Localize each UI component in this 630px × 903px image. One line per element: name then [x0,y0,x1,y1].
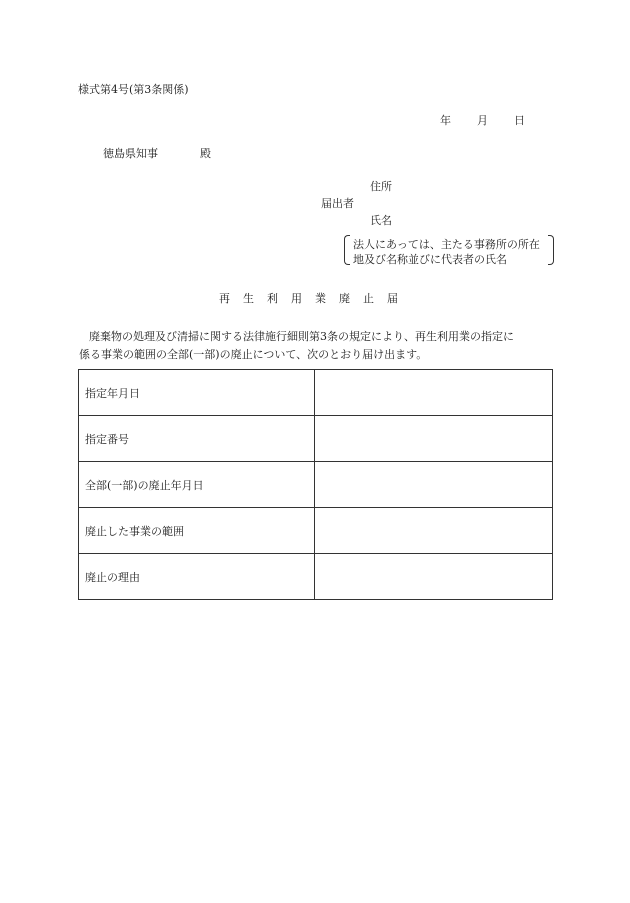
corporation-note-line-2: 地及び名称並びに代表者の氏名 [353,253,507,266]
row-value-designation-date[interactable] [315,370,553,416]
body-text-line-1: 廃棄物の処理及び清掃に関する法律施行細則第3条の規定により、再生利用業の指定に [89,330,514,343]
address-label: 住所 [370,180,392,193]
addressee-name: 徳島県知事 [103,147,158,160]
row-label-abolition-date: 全部(一部)の廃止年月日 [79,462,315,508]
table-row [79,462,553,508]
date-year-label: 年 [440,114,451,127]
row-label-designation-date: 指定年月日 [79,370,315,416]
date-month-label: 月 [477,114,488,127]
corporation-note [344,235,554,267]
corporation-note-line-1: 法人にあっては、主たる事務所の所在 [353,238,540,251]
date-line [440,112,525,128]
name-label: 氏名 [370,214,392,227]
table-row [79,416,553,462]
row-label-designation-number: 指定番号 [79,416,315,462]
table-row [79,508,553,554]
row-value-abolition-date[interactable] [315,462,553,508]
body-text-line-2: 係る事業の範囲の全部(一部)の廃止について、次のとおり届け出ます。 [79,348,428,361]
bracket-left [344,235,350,265]
filer-label: 届出者 [321,197,354,210]
table-row [79,554,553,600]
body-text [79,328,559,364]
honorific: 殿 [200,147,211,160]
document-title: 再生利用業廃止届 [219,292,411,305]
row-value-reason[interactable] [315,554,553,600]
row-value-business-scope[interactable] [315,508,553,554]
addressee [103,145,211,161]
details-table [78,369,553,600]
form-number: 様式第4号(第3条関係) [78,83,189,96]
row-label-business-scope: 廃止した事業の範囲 [79,508,315,554]
date-day-label: 日 [514,114,525,127]
table-row [79,370,553,416]
row-label-reason: 廃止の理由 [79,554,315,600]
bracket-right [548,235,554,265]
row-value-designation-number[interactable] [315,416,553,462]
